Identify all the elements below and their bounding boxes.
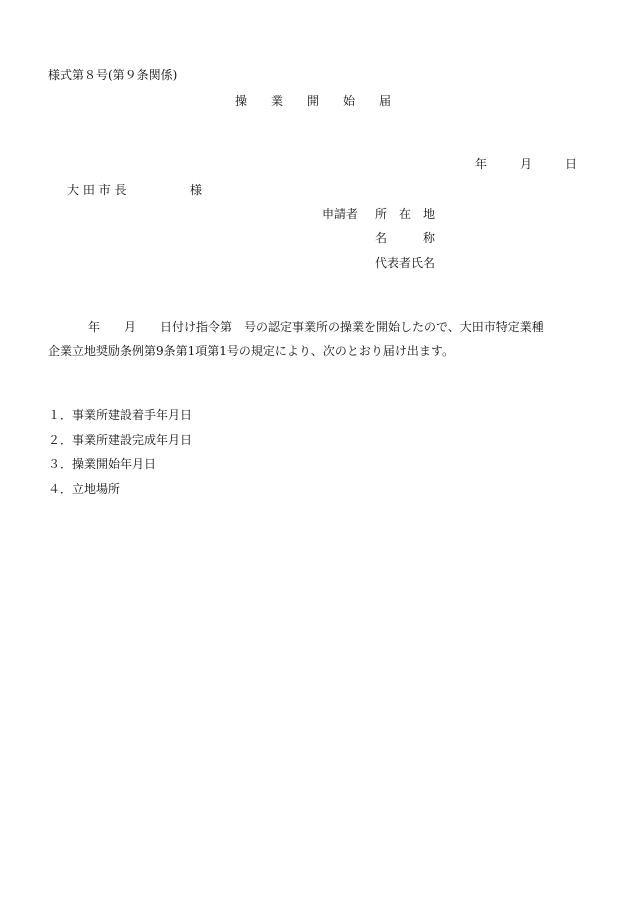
list-item: ３．操業開始年月日 xyxy=(48,457,157,471)
list-item: １．事業所建設着手年月日 xyxy=(48,408,193,422)
address-label: 所 在 地 xyxy=(375,207,436,221)
form-number: 様式第８号(第９条関係) xyxy=(48,68,178,82)
representative-label: 代表者氏名 xyxy=(375,256,436,270)
list-item: ４．立地場所 xyxy=(48,482,121,496)
date-day-label: 日 xyxy=(565,157,578,171)
date-month-label: 月 xyxy=(520,157,533,171)
addressee: 大 田 市 長 xyxy=(67,183,127,197)
body-text-line-1: 年 月 日付け指令第 号の認定事業所の操業を開始したので、大田市特定業種 xyxy=(88,320,544,334)
honorific: 様 xyxy=(190,183,203,197)
body-text-line-2: 企業立地奨励条例第9条第1項第1号の規定により、次のとおり届け出ます。 xyxy=(48,344,454,358)
list-item: ２．事業所建設完成年月日 xyxy=(48,433,193,447)
applicant-label: 申請者 xyxy=(322,207,359,221)
date-year-label: 年 xyxy=(475,157,488,171)
document-title: 操 業 開 始 届 xyxy=(235,94,392,108)
name-label: 名 称 xyxy=(375,231,436,245)
